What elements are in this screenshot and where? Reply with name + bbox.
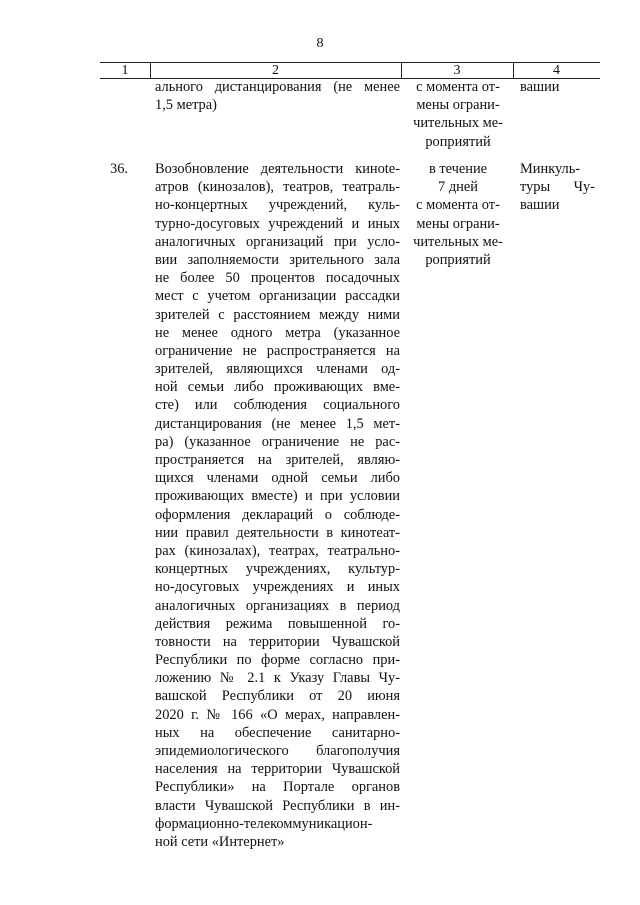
text-line: оформления деклараций о соблюде-	[155, 506, 400, 523]
text-line: действия режима повышенной го-	[155, 615, 400, 632]
text-line: с момента от-	[416, 79, 500, 95]
text-line: ра) (указанное ограничение не рас-	[155, 433, 400, 450]
text-line: вашии	[520, 79, 560, 95]
text-line: в течение	[428, 161, 488, 177]
text-line: турно-досуговых учреждений и иных	[155, 215, 400, 232]
text-line: 2020 г. № 166 «О мерах, направлен-	[155, 706, 400, 723]
row-36-responsible	[520, 160, 595, 215]
text-line: ложению № 2.1 к Указу Главы Чу-	[155, 670, 400, 687]
text-line: мены ограни-	[416, 97, 500, 114]
text-line: чительных ме-	[413, 233, 503, 250]
text-line: не более 50 процентов посадочных	[155, 270, 400, 287]
text-line: роприятий	[425, 251, 491, 268]
text-line: рах (кинозалах), театрах, театрально-	[155, 542, 400, 559]
text-line: 7 дней	[438, 179, 478, 196]
text-line: ных на обеспечение санитарно-	[155, 724, 400, 741]
text-line: ограничение не распространяется на	[155, 342, 400, 359]
text-line: эпидемиологического благополучия	[155, 743, 400, 759]
text-line: вии заполняемости зрительного зала	[155, 251, 400, 268]
text-line: вашии	[520, 197, 560, 214]
text-line: ального дистанцирования (не менее	[155, 79, 400, 95]
text-line: ной семьи либо проживающих вме-	[155, 379, 400, 396]
header-col-3: 3	[453, 63, 461, 78]
text-line: пространяется на зрителей, являю-	[155, 452, 400, 468]
continued-row-description	[155, 78, 400, 114]
text-line: сте) или соблюдения социального	[155, 397, 400, 414]
text-line: атров (кинозалов), театров, театраль-	[155, 179, 400, 196]
text-line: чительных ме-	[413, 115, 503, 132]
text-line: Возобновление деятельности кинote-	[155, 161, 400, 177]
row-36-deadline	[408, 160, 508, 269]
row-number-text: 36.	[110, 161, 128, 177]
text-line: щихся членами одной семьи либо	[155, 470, 400, 487]
text-line: дистанцирования (не менее 1,5 мет-	[155, 415, 400, 432]
header-col-4: 4	[553, 63, 560, 78]
text-line: формационно-телекоммуникацион-	[155, 815, 373, 832]
header-col-2: 2	[272, 63, 279, 78]
row-number	[110, 160, 150, 178]
text-line: аналогичных организаций при усло-	[155, 233, 400, 250]
text-line: власти Чувашской Республики в ин-	[155, 797, 400, 814]
text-line: мены ограни-	[416, 215, 500, 232]
text-line: населения на территории Чувашской	[155, 761, 400, 778]
continued-row-deadline	[408, 78, 508, 151]
text-line: Минкуль-	[520, 161, 581, 177]
text-line: товности на территории Чувашской	[155, 633, 400, 650]
text-line: Республики» на Портале органов	[155, 779, 400, 796]
text-line: но-досуговых учреждениях и иных	[155, 579, 400, 596]
text-line: с момента от-	[416, 197, 500, 214]
text-line: но-концертных учреждений, куль-	[155, 197, 400, 214]
header-col-1: 1	[121, 63, 129, 78]
text-line: не менее одного метра (указанное	[155, 324, 400, 341]
continued-row-responsible	[520, 78, 590, 96]
row-36-description	[155, 160, 400, 851]
text-line: роприятий	[425, 133, 491, 150]
text-line: 1,5 метра)	[155, 97, 217, 114]
text-line: мест с учетом организации рассадки	[155, 288, 400, 305]
text-line: концертных учреждениях, культур-	[155, 561, 400, 578]
text-line: проживающих вместе) и при условии	[155, 488, 400, 505]
text-line: Республики по форме согласно при-	[155, 652, 400, 669]
page-number: 8	[316, 36, 324, 51]
text-line: туры Чу-	[520, 179, 595, 196]
text-line: зрителей с расстоянием между ними	[155, 306, 400, 323]
text-line: вашской Республики от 20 июня	[155, 688, 400, 705]
text-line: зрителей, являющихся членами од-	[155, 361, 400, 378]
table-header-row	[100, 62, 600, 79]
text-line: аналогичных организациях в период	[155, 597, 400, 614]
text-line: ной сети «Интернет»	[155, 833, 285, 850]
text-line: нии правил деятельности в кинотеат-	[155, 524, 400, 541]
